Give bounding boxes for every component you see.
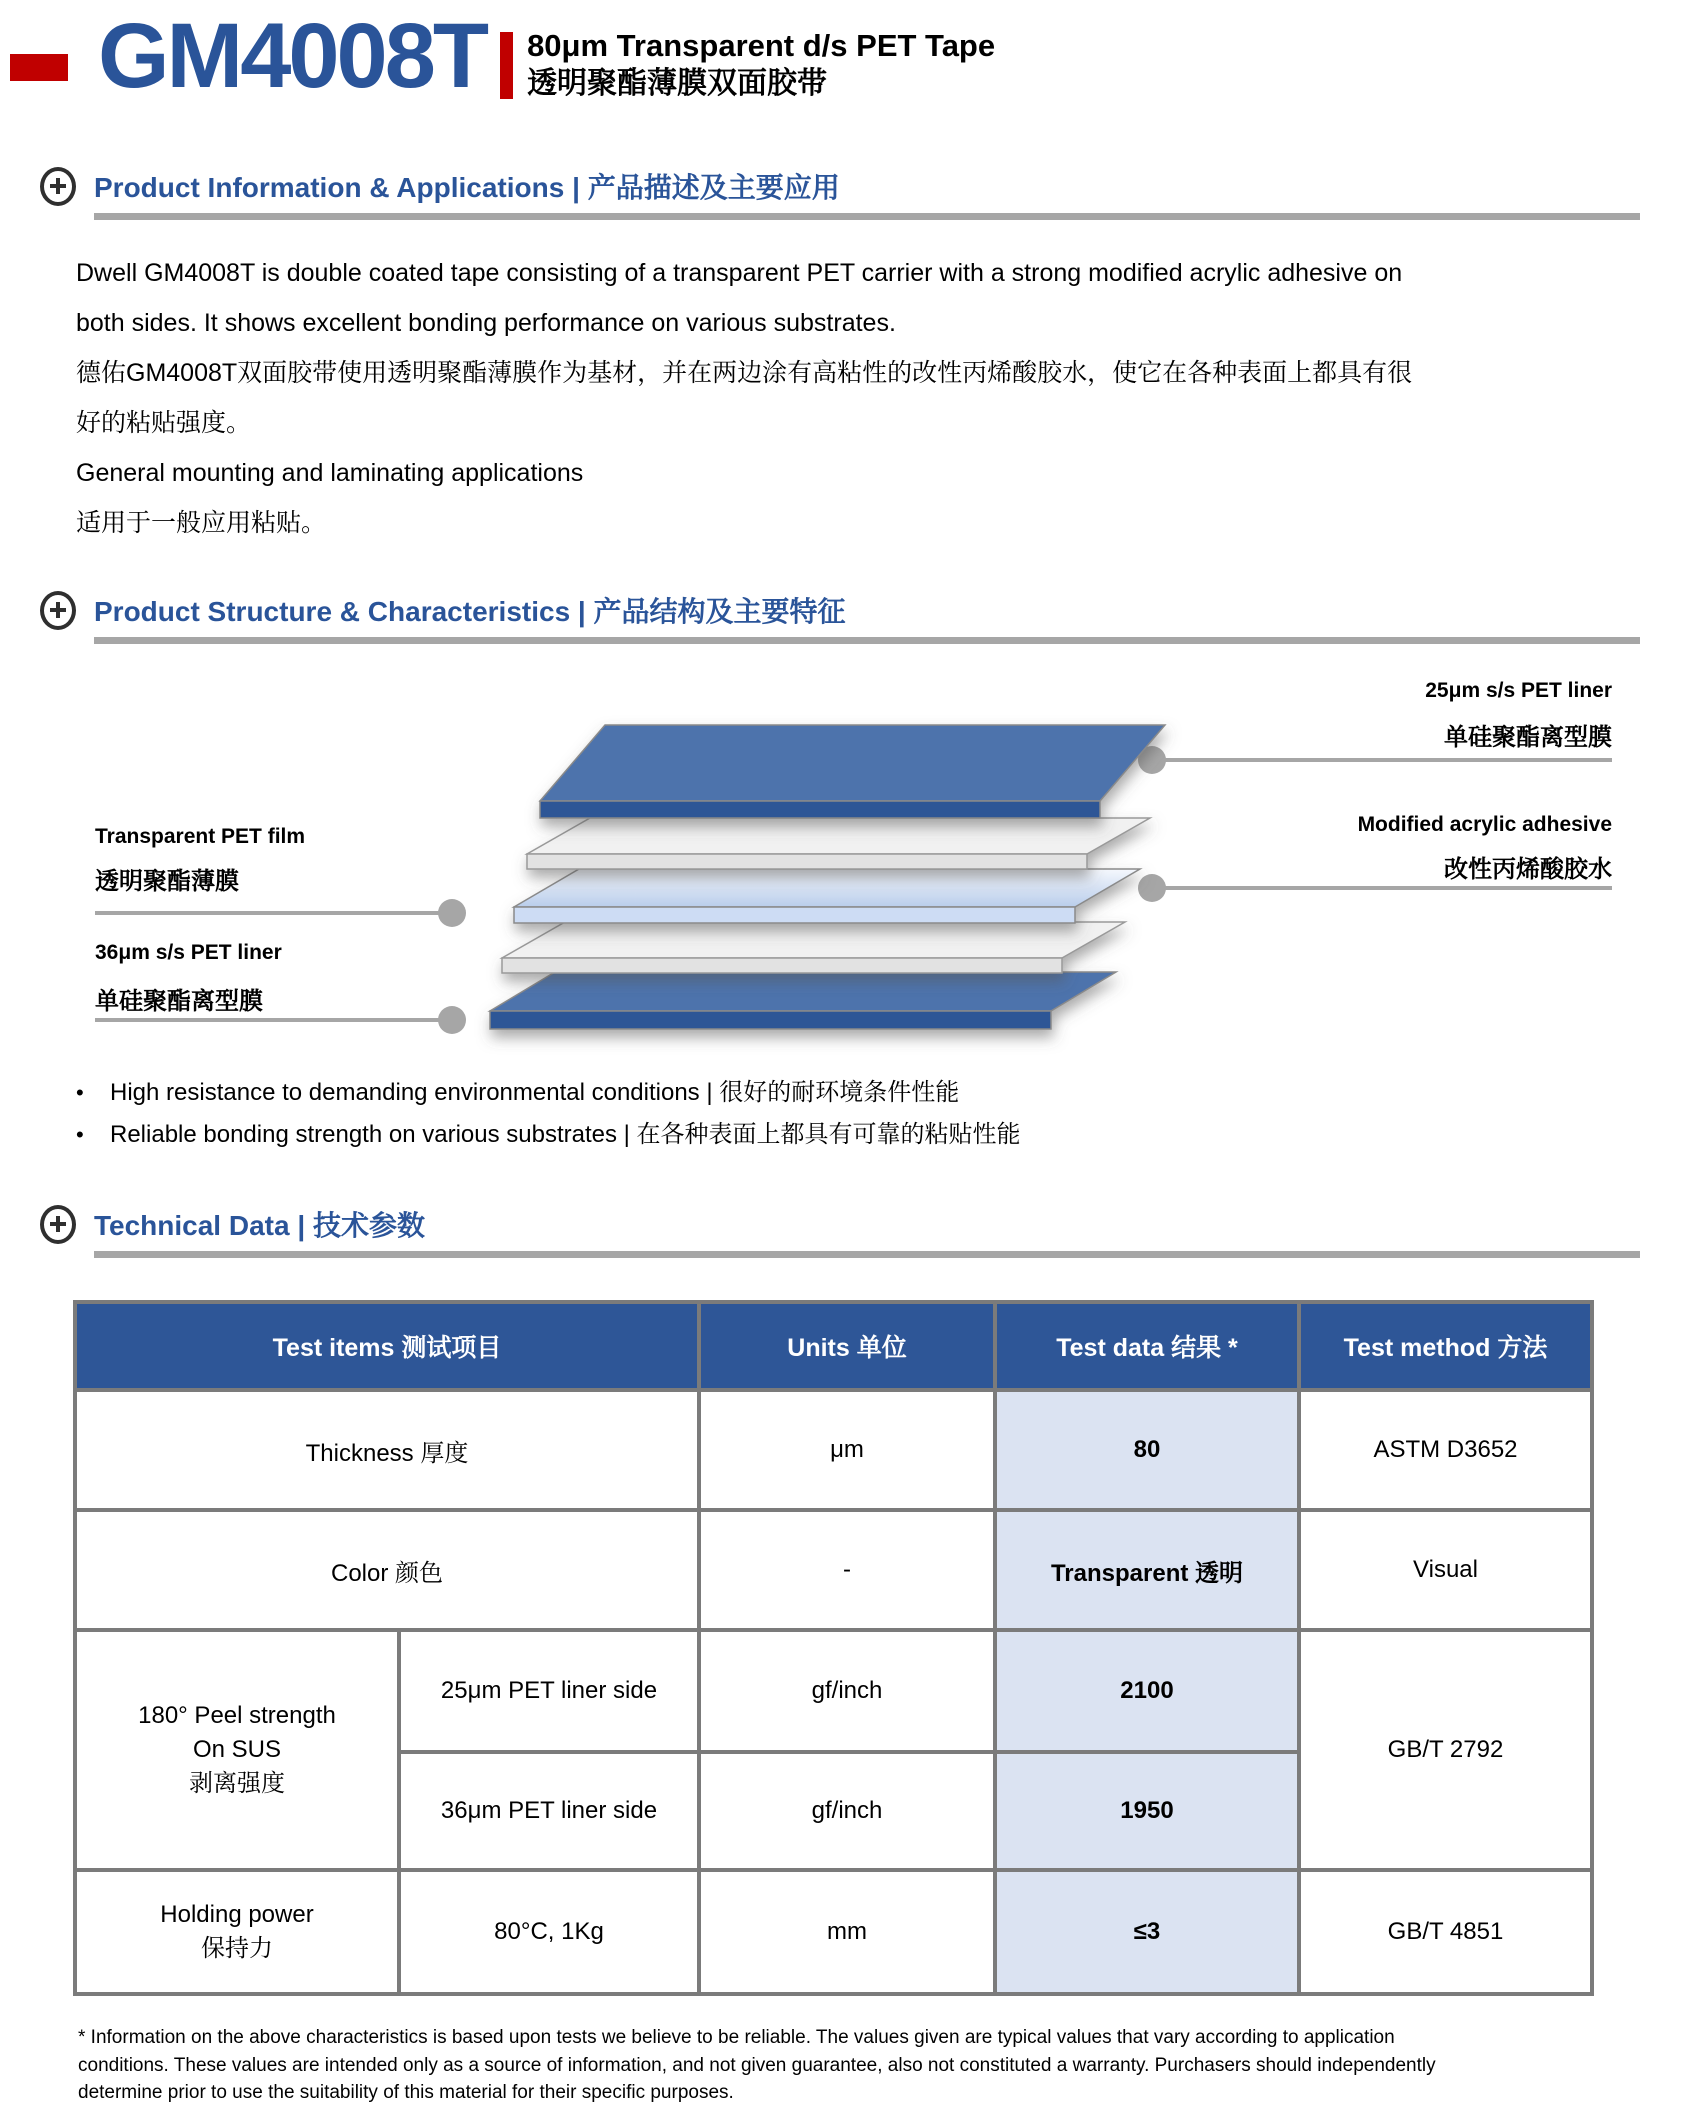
cell-sub-item: 80°C, 1Kg — [399, 1870, 699, 1994]
section-title-product-structure: Product Structure & Characteristics | 产品结构及主要特征 — [94, 596, 846, 627]
cell-sub-item: 36μm PET liner side — [399, 1752, 699, 1870]
table-row-holding-power — [75, 1870, 1592, 1994]
red-dash-decoration — [10, 54, 68, 81]
cell-method: GB/T 4851 — [1299, 1870, 1592, 1994]
section-technical-data — [40, 1204, 1640, 1258]
cell-item: Color 颜色 — [75, 1510, 699, 1630]
label-liner36-zh: 单硅聚酯离型膜 — [95, 988, 263, 1015]
layer-adhesive-top — [527, 818, 1150, 869]
product-subtitle-zh: 透明聚酯薄膜双面胶带 — [527, 67, 828, 100]
table-header-row — [75, 1302, 1592, 1390]
table-row-peel-25 — [75, 1630, 1592, 1752]
info-line: both sides. It shows excellent bonding performance on various substrates. — [76, 309, 896, 337]
col-header-test-method: Test method 方法 — [1299, 1302, 1592, 1390]
layer-pet-film — [514, 869, 1140, 923]
characteristics-bullet-list — [76, 1072, 1021, 1156]
layer-liner36 — [490, 972, 1116, 1029]
product-subtitle-en: 80μm Transparent d/s PET Tape — [527, 28, 996, 63]
label-liner25-en: 25μm s/s PET liner — [1425, 679, 1612, 702]
section-title-product-information: Product Information & Applications | 产品描述及主要应用 — [94, 172, 840, 203]
bullet-item: • High resistance to demanding environmental conditions | 很好的耐环境条件性能 — [76, 1072, 1021, 1114]
plus-circle-icon — [40, 1205, 76, 1244]
table-footnote — [78, 2024, 1436, 2107]
label-adhesive-en: Modified acrylic adhesive — [1357, 813, 1612, 836]
cell-test-data: ≤3 — [995, 1870, 1299, 1994]
section-underline-bar — [94, 637, 1640, 644]
cell-units: - — [699, 1510, 995, 1630]
tape-structure-diagram — [0, 655, 1704, 1055]
callout-dot-adhesive — [1138, 874, 1166, 902]
cell-units: μm — [699, 1390, 995, 1510]
col-header-test-items: Test items 测试项目 — [75, 1302, 699, 1390]
cell-units: gf/inch — [699, 1752, 995, 1870]
cell-item: Thickness 厚度 — [75, 1390, 699, 1510]
plus-circle-icon — [40, 167, 76, 206]
info-line: 适用于一般应用粘贴。 — [76, 509, 327, 537]
section-product-information — [40, 166, 1640, 220]
product-information-text — [76, 248, 1696, 548]
cell-test-data: 1950 — [995, 1752, 1299, 1870]
info-line: General mounting and laminating applications — [76, 459, 584, 487]
table-row-color — [75, 1510, 1592, 1630]
red-divider-bar — [500, 32, 513, 99]
label-adhesive-zh: 改性丙烯酸胶水 — [1444, 856, 1612, 883]
bullet-item: • Reliable bonding strength on various substrates | 在各种表面上都具有可靠的粘贴性能 — [76, 1114, 1021, 1156]
footnote-line: determine prior to use the suitability of this material for their specific purposes. — [78, 2082, 734, 2103]
cell-item-peel-strength: 180° Peel strength On SUS 剥离强度 — [75, 1630, 399, 1870]
cell-test-data: Transparent 透明 — [995, 1510, 1299, 1630]
callout-dot-liner36 — [438, 1006, 466, 1034]
info-line: 好的粘贴强度。 — [76, 409, 252, 437]
label-film-en: Transparent PET film — [95, 825, 306, 848]
label-film-zh: 透明聚酯薄膜 — [95, 868, 239, 895]
cell-sub-item: 25μm PET liner side — [399, 1630, 699, 1752]
layer-liner25 — [540, 725, 1165, 818]
callout-dot-film — [438, 899, 466, 927]
cell-units: mm — [699, 1870, 995, 1994]
section-underline-bar — [94, 213, 1640, 220]
product-subtitle — [527, 28, 995, 104]
label-liner25-zh: 单硅聚酯离型膜 — [1444, 724, 1612, 751]
section-product-structure — [40, 590, 1640, 644]
cell-method: ASTM D3652 — [1299, 1390, 1592, 1510]
page-header — [10, 5, 996, 107]
col-header-units: Units 单位 — [699, 1302, 995, 1390]
section-underline-bar — [94, 1251, 1640, 1258]
section-title-technical-data: Technical Data | 技术参数 — [94, 1210, 425, 1241]
footnote-line: * Information on the above characteristics is based upon tests we believe to be reliable. The values given are typical values that vary according to application — [78, 2027, 1395, 2048]
layer-adhesive-bottom — [502, 922, 1125, 973]
product-code-title: GM4008T — [98, 5, 487, 107]
plus-circle-icon — [40, 591, 76, 630]
footnote-line: conditions. These values are intended only as a source of information, and not given guarantee, also not constituted a warranty. Purchasers should independently — [78, 2054, 1436, 2076]
cell-method: Visual — [1299, 1510, 1592, 1630]
table-row-thickness — [75, 1390, 1592, 1510]
cell-item-holding-power: Holding power 保持力 — [75, 1870, 399, 1994]
cell-test-data: 2100 — [995, 1630, 1299, 1752]
info-line: Dwell GM4008T is double coated tape consisting of a transparent PET carrier with a strong modified acrylic adhesive on — [76, 259, 1403, 287]
label-liner36-en: 36μm s/s PET liner — [95, 941, 282, 964]
cell-units: gf/inch — [699, 1630, 995, 1752]
cell-test-data: 80 — [995, 1390, 1299, 1510]
cell-method: GB/T 2792 — [1299, 1630, 1592, 1870]
technical-data-table — [73, 1300, 1594, 1996]
col-header-test-data: Test data 结果 * — [995, 1302, 1299, 1390]
info-line: 德佑GM4008T双面胶带使用透明聚酯薄膜作为基材，并在两边涂有高粘性的改性丙烯酸胶水，使它在各种表面上都具有很 — [76, 359, 1413, 387]
